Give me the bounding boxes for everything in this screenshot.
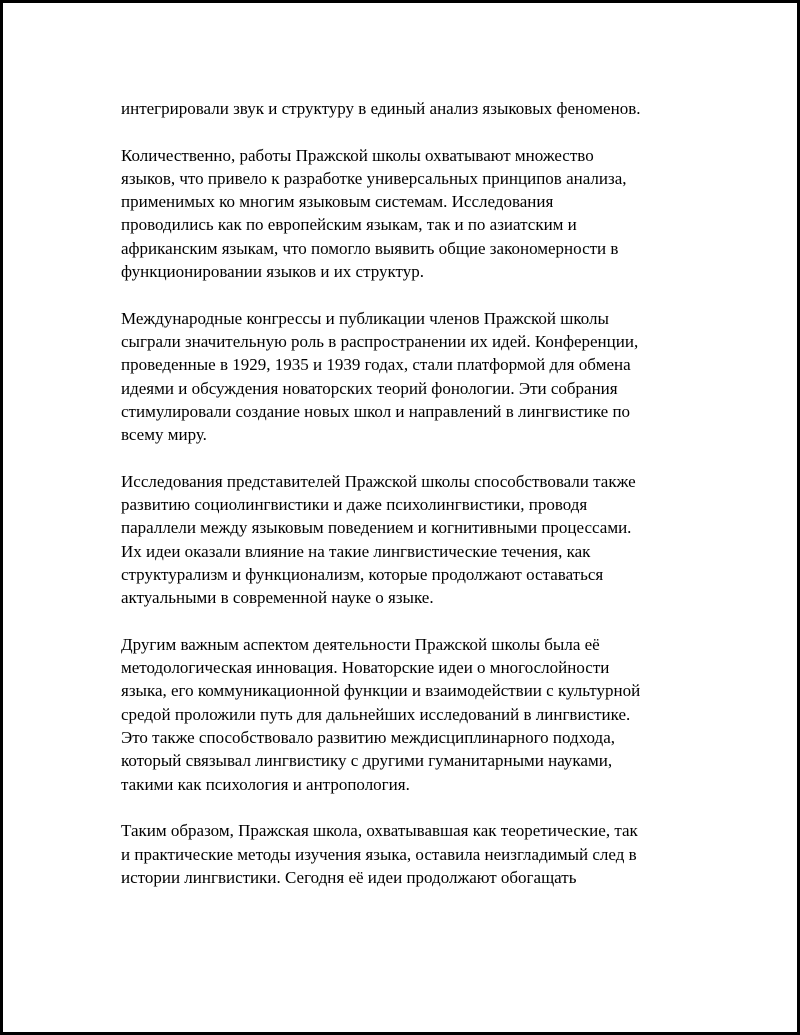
paragraph-5 [121, 633, 701, 796]
paragraph-1 [121, 97, 701, 120]
text-line: всему миру. [121, 425, 207, 445]
paragraph-3 [121, 307, 701, 447]
paragraph-2 [121, 144, 701, 284]
text-line: функционировании языков и их структур. [121, 262, 425, 282]
text-line: языков, что привело к разработке универсальных принципов анализа, [121, 168, 627, 188]
text-line: методологическая инновация. Новаторские идеи о многослойности [121, 658, 610, 678]
text-line: Таким образом, Пражская школа, охватывавшая как теоретические, так [121, 821, 638, 841]
text-line: актуальными в современной науке о языке. [121, 588, 434, 608]
text-line: средой проложили путь для дальнейших исследований в лингвистике. [121, 704, 631, 724]
text-line: проведенные в 1929, 1935 и 1939 годах, стали платформой для обмена [121, 355, 631, 375]
text-line: африканским языкам, что помогло выявить общие закономерности в [121, 238, 619, 258]
text-line: Другим важным аспектом деятельности Пражской школы была её [121, 634, 600, 654]
text-line: идеями и обсуждения новаторских теорий фонологии. Эти собрания [121, 378, 618, 398]
text-line: проводились как по европейским языкам, так и по азиатским и [121, 215, 577, 235]
text-line: Это также способствовало развитию междисциплинарного подхода, [121, 728, 615, 748]
text-line: который связывал лингвистику с другими гуманитарными науками, [121, 751, 613, 771]
text-line: применимых ко многим языковым системам. Исследования [121, 192, 554, 212]
text-line: параллели между языковым поведением и когнитивными процессами. [121, 518, 632, 538]
text-line: стимулировали создание новых школ и направлений в лингвистике по [121, 401, 631, 421]
paragraph-4 [121, 470, 701, 610]
text-line: Количественно, работы Пражской школы охватывают множество [121, 145, 594, 165]
text-line: структурализм и функционализм, которые продолжают оставаться [121, 564, 604, 584]
text-line: сыграли значительную роль в распространении их идей. Конференции, [121, 331, 639, 351]
paragraph-6 [121, 819, 701, 889]
text-line: Их идеи оказали влияние на такие лингвистические течения, как [121, 541, 591, 561]
text-line: истории лингвистики. Сегодня её идеи продолжают обогащать [121, 867, 577, 887]
text-line: Исследования представителей Пражской школы способствовали также [121, 471, 636, 491]
text-line: развитию социолингвистики и даже психолингвистики, проводя [121, 495, 588, 515]
text-line: языка, его коммуникационной функции и взаимодействии с культурной [121, 681, 641, 701]
document-body [121, 97, 701, 912]
text-line: и практические методы изучения языка, оставила неизгладимый след в [121, 844, 637, 864]
text-line: Международные конгрессы и публикации членов Пражской школы [121, 308, 609, 328]
text-line: интегрировали звук и структуру в единый анализ языковых феноменов. [121, 99, 641, 118]
text-line: такими как психология и антропология. [121, 774, 410, 794]
